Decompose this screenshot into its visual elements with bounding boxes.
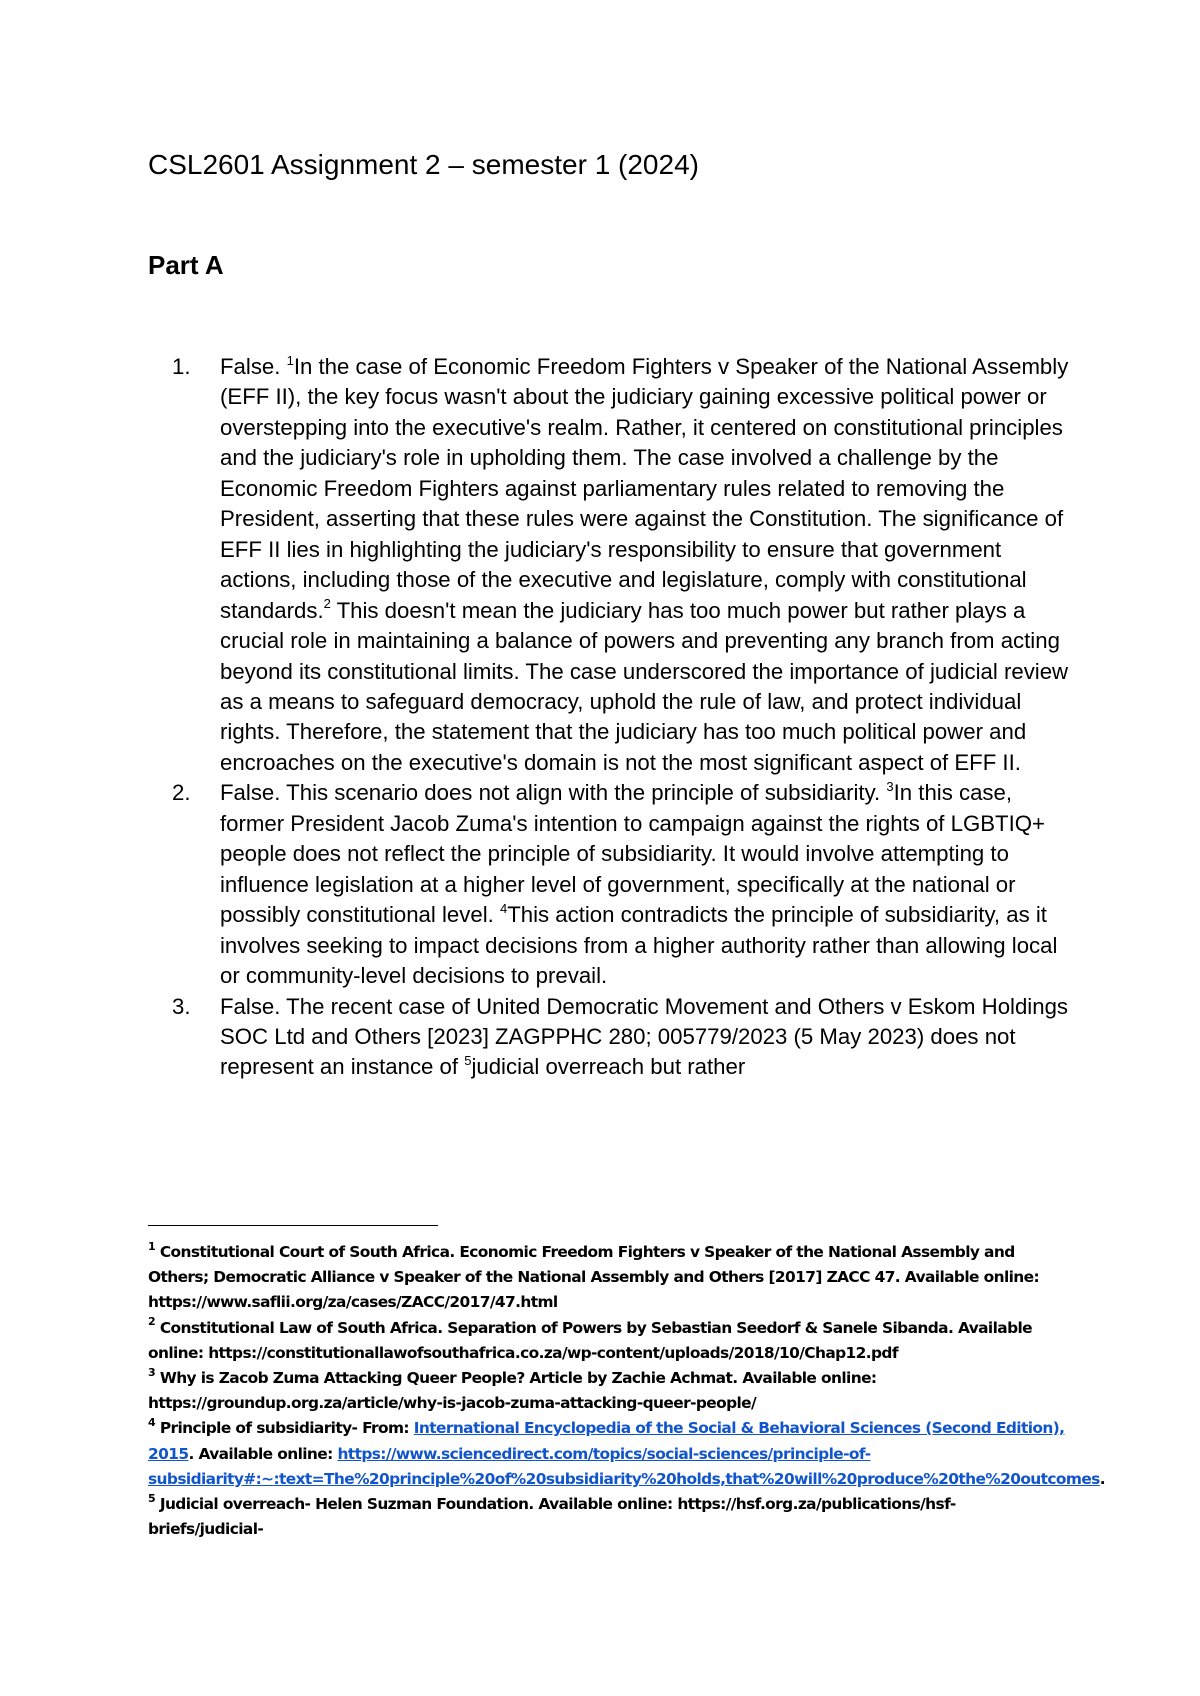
footnote-text: Constitutional Law of South Africa. Separation of Powers by Sebastian Seedorf & Sanele Sibanda. Available online: https://constitutionallawofsouthafrica.co.za/wp-content/uploads/2018/10/Chap12.pdf bbox=[148, 1318, 1032, 1362]
footnote-text: Principle of subsidiarity- From: bbox=[159, 1419, 414, 1438]
answer-text: judicial overreach but rather bbox=[471, 1054, 746, 1080]
footnote-ref-3[interactable]: 3 bbox=[886, 778, 894, 794]
document-title: CSL2601 Assignment 2 – semester 1 (2024) bbox=[148, 149, 699, 180]
footnote-ref-2[interactable]: 2 bbox=[323, 596, 331, 612]
source-link[interactable]: International Encyclopedia of the Social & Behavioral Sciences (Second Edition), 2015 bbox=[148, 1419, 1065, 1463]
url-link[interactable]: https://www.sciencedirect.com/topics/social-sciences/principle-of-subsidiarity#:~:text=The%20principle%20of%20subsidiarity%20holds,that%20will%20produce%20the%20outcomes bbox=[148, 1444, 1100, 1488]
answer-text: False. The recent case of United Democratic Movement and Others v Eskom Holdings SOC Ltd and Others [2023] ZAGPPHC 280; 005779/2023 (5 May 2023) does not represent an instance of bbox=[220, 993, 1069, 1080]
answer-text: False. This scenario does not align with the principle of subsidiarity. bbox=[220, 780, 887, 806]
footnote-ref-1[interactable]: 1 bbox=[286, 352, 294, 368]
footnote-mark: 4 bbox=[148, 1416, 156, 1430]
footnote-mark: 5 bbox=[148, 1491, 156, 1505]
answer-number: 3. bbox=[172, 993, 191, 1019]
footnote-2 bbox=[148, 1316, 1068, 1366]
footnote-mark: 1 bbox=[148, 1239, 156, 1253]
footnote-4 bbox=[148, 1416, 1105, 1492]
answer-number: 1. bbox=[172, 354, 191, 379]
footnote-3 bbox=[148, 1366, 1068, 1416]
answer-item-1 bbox=[172, 352, 1072, 778]
answer-item-3 bbox=[172, 992, 1072, 1083]
answer-list bbox=[172, 352, 1072, 1083]
answer-text: This doesn't mean the judiciary has too much power but rather plays a crucial role in maintaining a balance of powers and preventing any branch from acting beyond its constitutional limits. The case underscored the importance of judicial review as a means to safeguard democracy, uphold the rule of law, and protect individual rights. Therefore, the statement that the judiciary has too much political power and encroaches on the executive's domain is not the most significant aspect of EFF II. bbox=[220, 597, 1069, 775]
answer-text: In the case of Economic Freedom Fighters v Speaker of the National Assembly (EFF II), the key focus wasn't about the judiciary gaining excessive political power or overstepping into the executive's realm. Rather, it centered on constitutional principles and the judiciary's role in upholding them. The case involved a challenge by the Economic Freedom Fighters against parliamentary rules related to removing the President, asserting that these rules were against the Constitution. The significance of EFF II lies in highlighting the judiciary's responsibility to ensure that government actions, including those of the executive and legislature, comply with constitutional standards. bbox=[220, 354, 1069, 623]
footnote-mark: 2 bbox=[148, 1315, 156, 1329]
part-heading: Part A bbox=[148, 250, 224, 280]
footnotes-section bbox=[148, 1239, 1105, 1542]
footnote-ref-5[interactable]: 5 bbox=[464, 1053, 472, 1069]
footnote-ref-4[interactable]: 4 bbox=[499, 900, 508, 916]
answer-lead: False. bbox=[220, 354, 287, 379]
footnote-text: Judicial overreach- Helen Suzman Foundation. Available online: https://hsf.org.za/publications/hsf-briefs/judicial- bbox=[148, 1495, 956, 1539]
answer-number: 2. bbox=[172, 780, 191, 806]
footnote-1 bbox=[148, 1240, 1068, 1316]
footnote-text: Why is Zacob Zuma Attacking Queer People? Article by Zachie Achmat. Available online: https://groundup.org.za/article/why-is-jacob-zuma-attacking-queer-people/ bbox=[148, 1369, 877, 1413]
footnote-text: . Available online: bbox=[188, 1444, 338, 1463]
footnote-separator bbox=[148, 1225, 438, 1226]
answer-text: In this case, former President Jacob Zuma's intention to campaign against the rights of LGBTIQ+ people does not reflect the principle of subsidiarity. It would involve attempting to influence legislation at a higher level of government, specifically at the national or possibly constitutional level. bbox=[220, 780, 1045, 928]
answer-item-2 bbox=[172, 778, 1072, 991]
footnote-mark: 3 bbox=[148, 1365, 156, 1379]
footnote-text: . bbox=[1099, 1469, 1105, 1488]
footnote-text: Constitutional Court of South Africa. Economic Freedom Fighters v Speaker of the National Assembly and Others; Democratic Alliance v Speaker of the National Assembly and Others [2017] ZACC 47. Available online: https://www.saflii.org/za/cases/ZACC/2017/47.html bbox=[148, 1243, 1040, 1312]
footnote-5 bbox=[148, 1492, 1068, 1542]
answer-text: This action contradicts the principle of subsidiarity, as it involves seeking to impact decisions from a higher authority rather than allowing local or community-level decisions to prevail. bbox=[220, 902, 1058, 989]
